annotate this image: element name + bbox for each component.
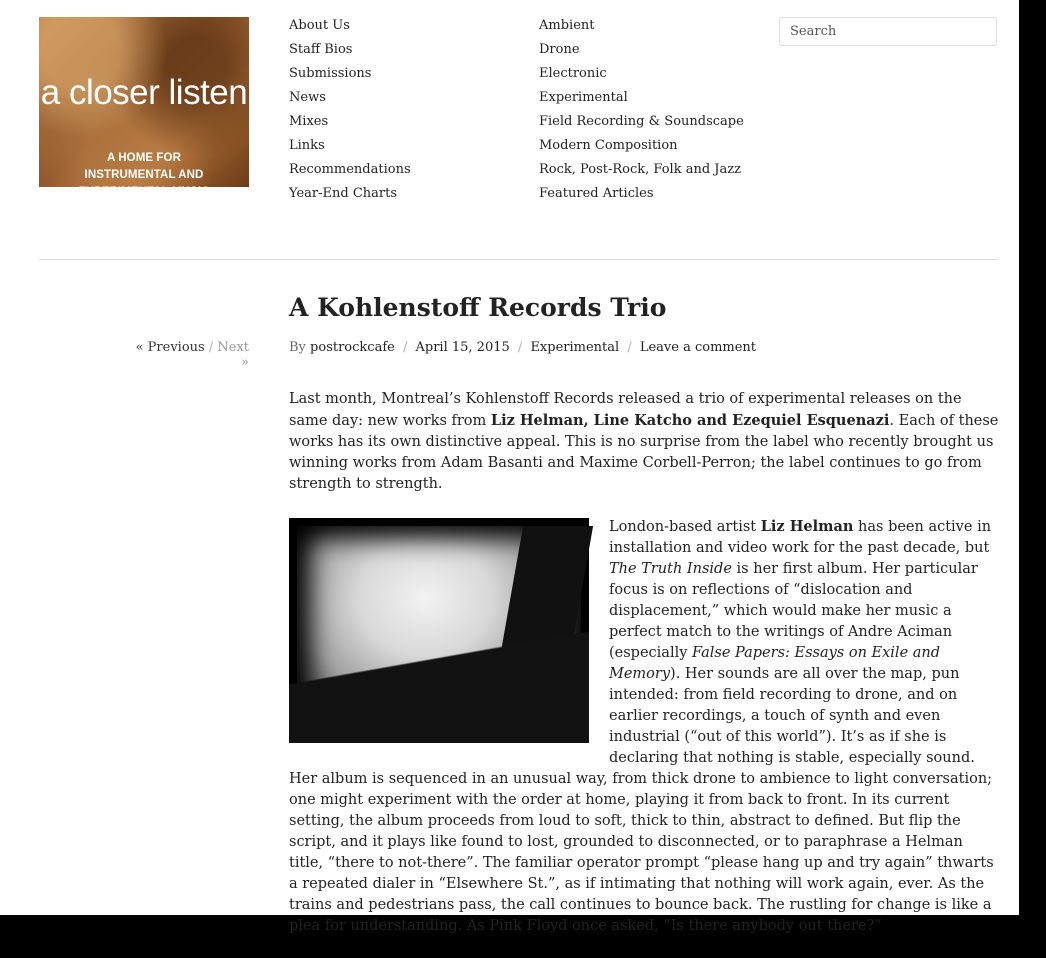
nav-about-us[interactable]: About Us: [289, 18, 350, 33]
site-logo[interactable]: [39, 17, 249, 198]
primary-nav: [289, 14, 411, 206]
post-paragraph: Last month, Montreal’s Kohlenstoff Records released a trio of experimental releases on the same day: new works from Liz Helman, Line Katcho and Ezequiel Esquenazi. Each of these works has its own distinctive appeal. This is no surprise from the label who recently brought us winning works from Adam Basanti and Maxime Corbell-Perron; the label continues to go from strength to strength.: [289, 391, 999, 492]
album-title: The Truth Inside: [609, 561, 732, 577]
header-divider: [39, 259, 999, 260]
nav-rock-post-rock[interactable]: Rock, Post-Rock, Folk and Jazz: [539, 162, 741, 177]
leave-comment-link[interactable]: Leave a comment: [639, 340, 757, 355]
nav-modern-composition[interactable]: Modern Composition: [539, 138, 678, 153]
post-date-link[interactable]: April 15, 2015: [415, 340, 510, 355]
category-link[interactable]: Experimental: [530, 340, 620, 355]
post-pager: [130, 340, 249, 370]
post-meta: [289, 340, 756, 355]
post-paragraph: London-based artist Liz Helman has been active in installation and video work for the past decade, but The Truth Inside is her first album. Her particular focus is on reflections of “dislocation and displacement,” which would make her music a perfect match to the writings of Andre Aciman (especially False Papers: Essays on Exile and Memory). Her sounds are all over the map, pun intended: from field recording to drone, and on earlier recordings, a touch of synth and even industrial (“out of this world”). It’s as if she is declaring that nothing is stable, especially sound. Her album is sequenced in an unusual way, from thick drone to ambience to light conversation; one might experiment with the order at home, playing it from back to front. In its current setting, the album proceeds from loud to soft, thick to thin, abstract to defined. But flip the script, and it plays like found to lost, grounded to disconnected, or to paraphrase a Helman title, “there to not-there”. The familiar operator prompt “please hang up and try again” thwarts a repeated dialer in “Elsewhere St.”, as if intimating that nothing will work again, ever. As the trains and pedestrians pass, the call continues to bounce back. The rustling for change is like a plea for understanding. As Pink Floyd once asked, “Is there anybody out there?”: [289, 518, 994, 934]
nav-recommendations[interactable]: Recommendations: [289, 162, 411, 177]
nav-experimental[interactable]: Experimental: [539, 90, 628, 105]
author-link[interactable]: postrockcafe: [310, 340, 395, 355]
logo-title: a closer listen: [40, 73, 248, 112]
nav-staff-bios[interactable]: Staff Bios: [289, 42, 353, 57]
post-title: A Kohlenstoff Records Trio: [289, 293, 667, 322]
search-input[interactable]: [779, 17, 997, 46]
nav-featured-articles[interactable]: Featured Articles: [539, 186, 654, 201]
book-title: False Papers: Essays on Exile and Memory: [609, 645, 941, 682]
album-cover-image[interactable]: [289, 518, 589, 743]
byline-label: By: [289, 340, 306, 355]
pager-separator: /: [208, 340, 214, 355]
next-link[interactable]: Next »: [217, 340, 249, 370]
nav-field-recording[interactable]: Field Recording & Soundscape: [539, 114, 744, 129]
nav-links[interactable]: Links: [289, 138, 325, 153]
meta-separator: /: [517, 340, 523, 355]
nav-news[interactable]: News: [289, 90, 326, 105]
nav-drone[interactable]: Drone: [539, 42, 580, 57]
logo-tagline: A HOME FOR INSTRUMENTAL AND EXPERIMENTAL MUSIC: [78, 152, 210, 198]
nav-year-end-charts[interactable]: Year-End Charts: [289, 186, 397, 201]
nav-electronic[interactable]: Electronic: [539, 66, 607, 81]
nav-ambient[interactable]: Ambient: [539, 18, 595, 33]
artist-name: Liz Helman: [760, 518, 854, 535]
post-content: [289, 389, 1001, 958]
artist-names: Liz Helman, Line Katcho and Ezequiel Esquenazi: [490, 412, 890, 429]
nav-mixes[interactable]: Mixes: [289, 114, 329, 129]
genre-nav: [539, 14, 744, 206]
meta-separator: /: [627, 340, 632, 355]
meta-separator: /: [402, 340, 408, 355]
nav-submissions[interactable]: Submissions: [289, 66, 372, 81]
previous-link[interactable]: « Previous: [135, 340, 205, 355]
